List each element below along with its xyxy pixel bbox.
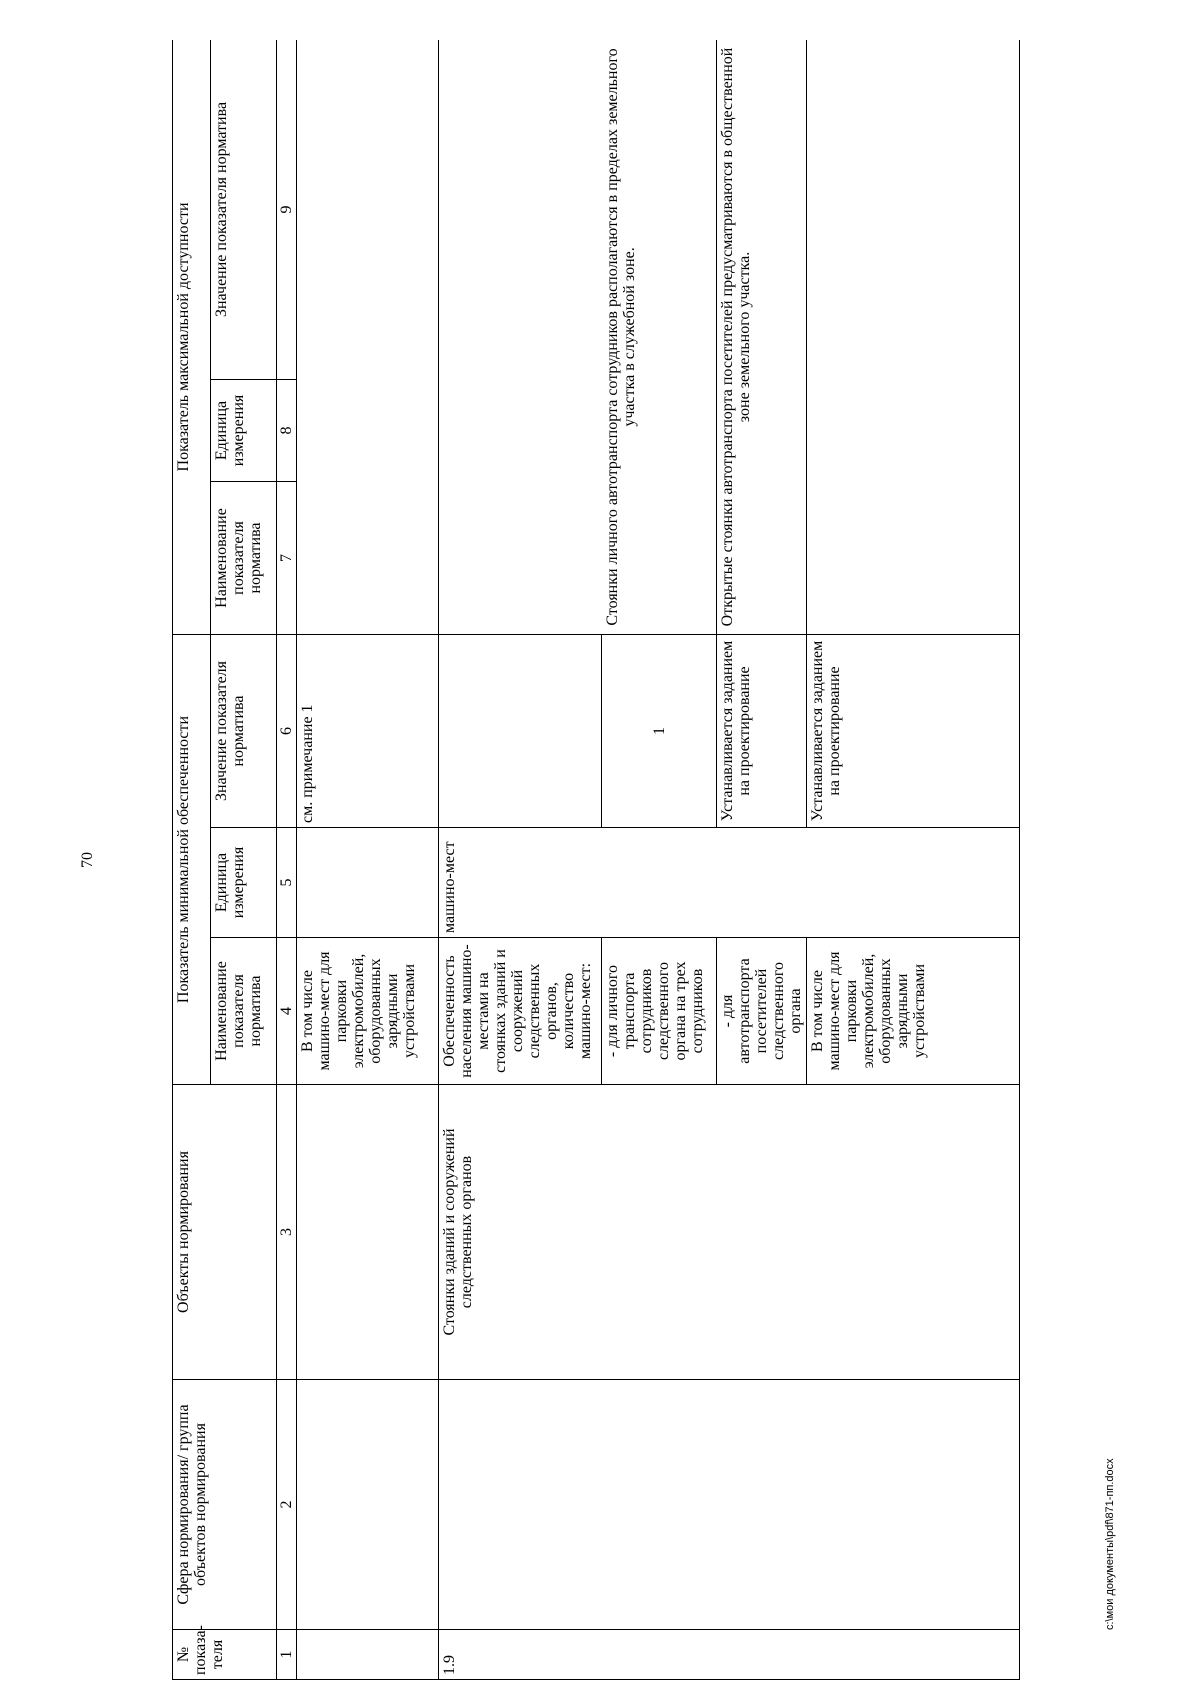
- table-cell: 1: [602, 634, 717, 827]
- table-cell: [297, 1630, 439, 1680]
- column-number: 1: [277, 1630, 297, 1680]
- table-cell: В том числе машино-мест для парковки электромобилей, оборудованных зарядными устройствами: [807, 938, 1020, 1085]
- table-cell: Устанавливается заданием на проектирование: [717, 634, 807, 827]
- table-cell: Открытые стоянки автотранспорта посетителей предусматриваются в общественной зоне земельного участка.: [717, 40, 807, 634]
- header-sphere: Сфера нормирования/ группа объектов нормирования: [173, 1380, 277, 1630]
- table-cell: [439, 634, 602, 827]
- header-min-provision: Показатель минимальной обеспеченности: [173, 634, 211, 1084]
- table-cell: [439, 1380, 1020, 1630]
- column-number: 2: [277, 1380, 297, 1630]
- table-cell: см. примечание 1: [297, 634, 439, 827]
- column-number: 7: [277, 481, 297, 634]
- table-cell: [297, 1380, 439, 1630]
- header-max-value: Значение показателя норматива: [211, 40, 277, 379]
- table-cell: В том числе машино-мест для парковки электромобилей, оборудованных зарядными устройствами: [297, 938, 439, 1085]
- column-number: 5: [277, 828, 297, 938]
- header-min-name: Наименование показателя норматива: [211, 938, 277, 1085]
- column-number: 3: [277, 1085, 297, 1380]
- objects-cell: Стоянки зданий и сооружений следственных органов: [439, 1085, 1020, 1380]
- table-cell: - для автотранспорта посетителей следственного органа: [717, 938, 807, 1085]
- page-number: 70: [79, 852, 96, 868]
- table-cell: [807, 40, 1020, 634]
- header-min-value: Значение показателя норматива: [211, 634, 277, 827]
- table-cell: - для личного транспорта сотрудников следственного органа на трех сотрудников: [602, 938, 717, 1085]
- unit-cell: машино-мест: [439, 828, 1020, 938]
- column-number: 8: [277, 379, 297, 481]
- rotated-table-area: [172, 40, 1020, 1680]
- table-cell: Стоянки личного автотранспорта сотрудников располагаются в пределах земельного участка в служебной зоне.: [602, 40, 717, 634]
- table-cell: [297, 1085, 439, 1380]
- norms-table-container: [172, 40, 1020, 1680]
- column-number: 9: [277, 40, 297, 379]
- header-max-unit: Единица измерения: [211, 379, 277, 481]
- header-min-unit: Единица измерения: [211, 828, 277, 938]
- column-number: 4: [277, 938, 297, 1085]
- row-number-cell: 1.9: [439, 1630, 1020, 1680]
- header-max-access: Показатель максимальной доступности: [173, 40, 211, 634]
- norms-table: [172, 40, 1020, 1680]
- header-max-name: Наименование показателя норматива: [211, 481, 277, 634]
- column-number: 6: [277, 634, 297, 827]
- header-number: № показа-теля: [173, 1630, 277, 1680]
- table-cell: Устанавливается заданием на проектирование: [807, 634, 1020, 827]
- table-cell: Обеспеченность населения машино-местами на стоянках зданий и сооружений следственных органов, количество машино-мест:: [439, 938, 602, 1085]
- header-objects: Объекты нормирования: [173, 1085, 277, 1380]
- table-cell: [297, 40, 439, 634]
- table-cell: [439, 40, 602, 634]
- table-cell: [297, 828, 439, 938]
- footer-path: c:\мои документы\pdf\871-пп.docx: [1104, 1458, 1116, 1630]
